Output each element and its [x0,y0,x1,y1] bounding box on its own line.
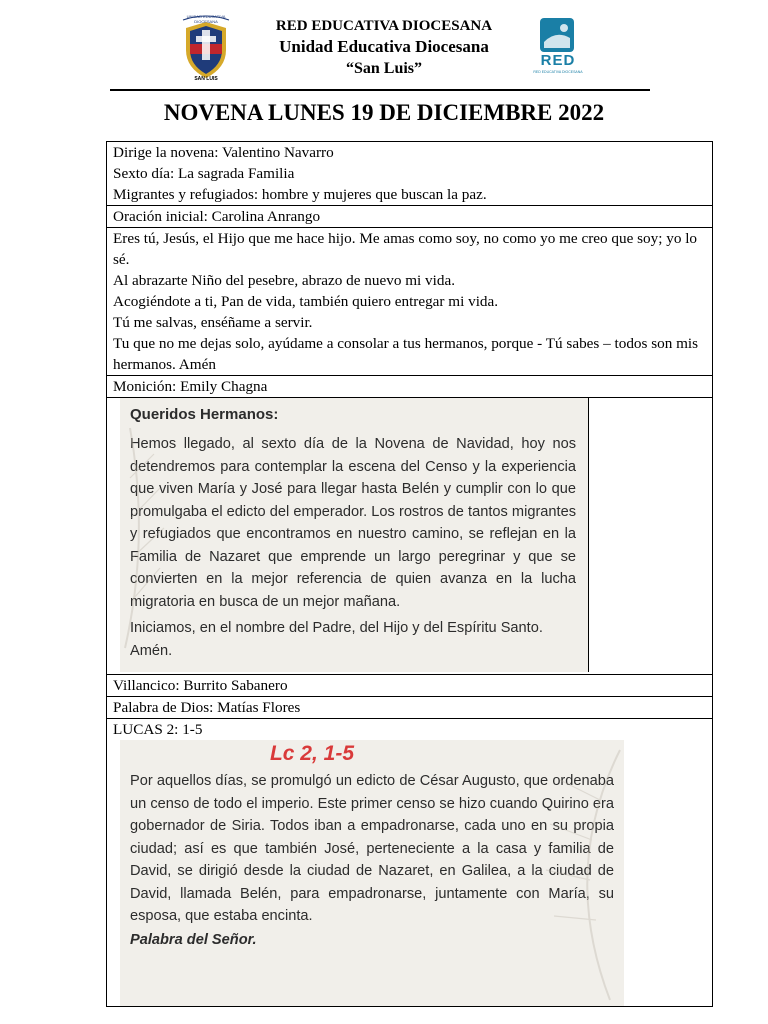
monicion-closing: Iniciamos, en el nombre del Padre, del Hijo y del Espíritu Santo. Amén. [130,620,543,659]
monicion-image [120,398,588,672]
header-text-block [230,16,538,80]
lucas-footer: Palabra del Señor. [130,931,257,948]
monicion-heading: Queridos Hermanos: [130,406,279,423]
table-row-villancico [107,675,712,697]
document-header [0,0,768,92]
row-text: Migrantes y refugiados: hombre y mujeres que buscan la paz. [113,186,487,203]
row-text: Sexto día: La sagrada Familia [113,165,295,182]
page-title: NOVENA LUNES 19 DE DICIEMBRE 2022 [163,100,605,125]
palm-leaf-decoration [120,418,180,658]
row-text: Al abrazarte Niño del pesebre, abrazo de nuevo mi vida. [113,272,455,289]
table-row-palabra [107,697,712,719]
table-row-lucas-image [107,740,712,1007]
header-divider [110,89,650,91]
school-shield-logo [180,14,232,84]
row-text: Dirige la novena: Valentino Navarro [113,144,334,161]
row-text: Tu que no me dejas solo, ayúdame a consolar a tus hermanos, porque - Tú sabes – todos son mis hermanos. Amén [113,335,699,373]
red-logo-subtext: RED EDUCATIVA DIOCESANA [533,70,583,74]
logo-bottom-text: SAN LUIS [194,76,218,82]
lucas-heading: Lc 2, 1-5 [269,742,355,765]
table-row-oracion [107,206,712,228]
row-text: Monición: Emily Chagna [113,378,268,395]
table-row-prayer [107,228,712,376]
table-row-monicion-image [107,398,712,675]
row-text: LUCAS 2: 1-5 [113,721,203,738]
row-text: Palabra de Dios: Matías Flores [113,699,301,716]
red-logo-text: RED [540,52,576,69]
palm-leaf-decoration [500,740,624,1006]
network-name: RED EDUCATIVA DIOCESANA [275,18,493,34]
row-text: Oración inicial: Carolina Anrango [113,208,321,225]
table-row-lucas [107,719,712,740]
row-text: Eres tú, Jesús, el Hijo que me hace hijo. Me amas como soy, no como yo me creo que soy; yo lo sé. [113,230,698,268]
lucas-body: Por aquellos días, se promulgó un edicto de César Augusto, que ordenaba un censo de todo el imperio. Este primer censo se hizo cuando Quirino era gobernador de Siria. Todos iban a empadronarse, cada uno en su propia ciudad; así es que también José, perteneciente a la casa y familia de David, se dirigió desde la ciudad de Nazaret, en Galilea, a la ciudad de David, llamada Belén, para empadronarse, juntamente con María, su esposa, que estaba encinta. [130,773,614,924]
row-text: Villancico: Burrito Sabanero [113,677,288,694]
row-text: Acogiéndote a ti, Pan de vida, también quiero entregar mi vida. [113,293,499,310]
empty-side-cell [588,398,711,672]
table-row-monicion [107,376,712,398]
novena-table [106,141,713,1007]
table-row-director [107,142,712,206]
logo-top-text: UNIDAD EDUCATIVA DIOCESANA [186,14,226,24]
school-subname: “San Luis” [345,60,423,77]
row-text: Tú me salvas, enséñame a servir. [113,314,313,331]
monicion-body: Hemos llegado, al sexto día de la Novena de Navidad, hoy nos detendremos para contemplar la escena del Censo y la experiencia que viven María y José para llegar hasta Belén y cumplir con lo que promulgaba el edicto del emperador. Los rostros de tantos migrantes y refugiados que encontramos en nuestro camino, se reflejan en la Familia de Nazaret que emprende un largo peregrinar y que se convierten en la mejor referencia de quien avanza en la lucha migratoria en busca de un mejor mañana. [130,436,576,610]
lucas-image [120,740,624,1006]
school-name: Unidad Educativa Diocesana [279,37,489,56]
